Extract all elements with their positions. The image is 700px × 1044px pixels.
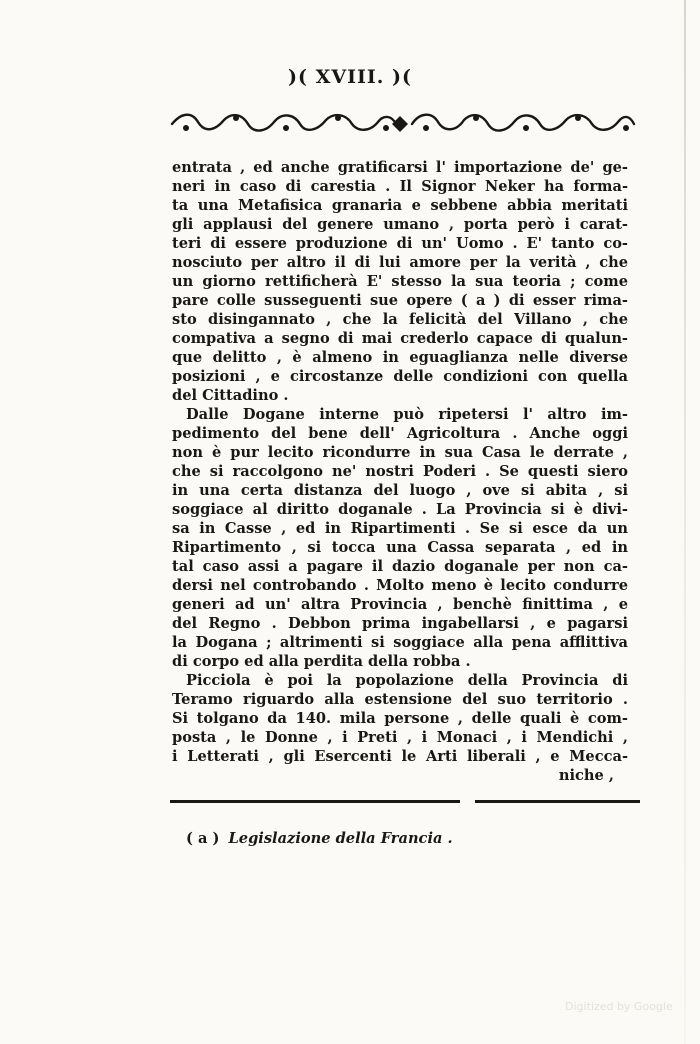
text-line: pedimento del bene dell' Agricoltura . Anche oggi: [172, 425, 628, 442]
footnote-mark: ( a ): [186, 830, 220, 847]
text-line: tal caso assi a pagare il dazio doganale per non ca-: [172, 558, 628, 575]
text-line: non è pur lecito ricondurre in sua Casa le derrate ,: [172, 444, 628, 461]
text-line: neri in caso di carestia . Il Signor Neker ha forma-: [172, 178, 628, 195]
text-line: pare colle susseguenti sue opere ( a ) di esser rima-: [172, 292, 628, 309]
text-line: del Cittadino .: [172, 387, 289, 404]
footnote-text: Legislazione della Francia .: [228, 830, 453, 847]
text-line: compativa a segno di mai crederlo capace di qualun-: [172, 330, 628, 347]
text-line: gli applausi del genere umano , porta però i carat-: [172, 216, 628, 233]
text-line: i Letterati , gli Esercenti le Arti liberali , e Mecca-: [172, 748, 628, 765]
text-line: del Regno . Debbon prima ingabellarsi , e pagarsi: [172, 615, 628, 632]
page-edge-shadow: [684, 0, 686, 1044]
text-line: sa in Casse , ed in Ripartimenti . Se si esce da un: [172, 520, 628, 537]
catchword: niche ,: [558, 767, 614, 784]
text-line: posta , le Donne , i Preti , i Monaci , i Mendichi ,: [172, 729, 628, 746]
footnote: [186, 830, 606, 847]
text-line: teri di essere produzione di un' Uomo . E' tanto co-: [172, 235, 628, 252]
text-line: soggiace al diritto doganale . La Provincia si è divi-: [172, 501, 628, 518]
text-line: di corpo ed alla perdita della robba .: [172, 653, 471, 670]
text-line: que delitto , è almeno in eguaglianza nelle diverse: [172, 349, 628, 366]
separator-rule-right: [475, 800, 640, 803]
text-line: entrata , ed anche gratificarsi l' importazione de' ge-: [172, 159, 628, 176]
digitization-watermark: Digitized by Google: [565, 1000, 673, 1013]
text-line: sto disingannato , che la felicità del Villano , che: [172, 311, 628, 328]
footnote-separator: [170, 796, 640, 810]
fleuron-band-ornament-icon: [168, 108, 638, 138]
text-line: che si raccolgono ne' nostri Poderi . Se questi siero: [172, 463, 628, 480]
text-line: Ripartimento , si tocca una Cassa separata , ed in: [172, 539, 628, 556]
text-line: dersi nel controbando . Molto meno è lecito condurre: [172, 577, 628, 594]
text-line: un giorno rettificherà E' stesso la sua teoria ; come: [172, 273, 628, 290]
text-line: Teramo riguardo alla estensione del suo territorio .: [172, 691, 628, 708]
separator-rule-left: [170, 800, 460, 803]
text-line: nosciuto per altro il di lui amore per la verità , che: [172, 254, 628, 271]
page-number-header: )( XVIII. )(: [288, 66, 412, 88]
main-text-block: [172, 158, 628, 785]
text-line: Picciola è poi la popolazione della Provincia di: [186, 672, 628, 689]
text-line: posizioni , e circostanze delle condizioni con quella: [172, 368, 628, 385]
text-line: ta una Metafisica granaria e sebbene abbia meritati: [172, 197, 628, 214]
text-line: Dalle Dogane interne può ripetersi l' altro im-: [186, 406, 628, 423]
text-line: Si tolgano da 140. mila persone , delle quali è com-: [172, 710, 628, 727]
text-line: generi ad un' altra Provincia , benchè finittima , e: [172, 596, 628, 613]
text-line: la Dogana ; altrimenti si soggiace alla pena afflittiva: [172, 634, 628, 651]
text-line: in una certa distanza del luogo , ove si abita , si: [172, 482, 628, 499]
